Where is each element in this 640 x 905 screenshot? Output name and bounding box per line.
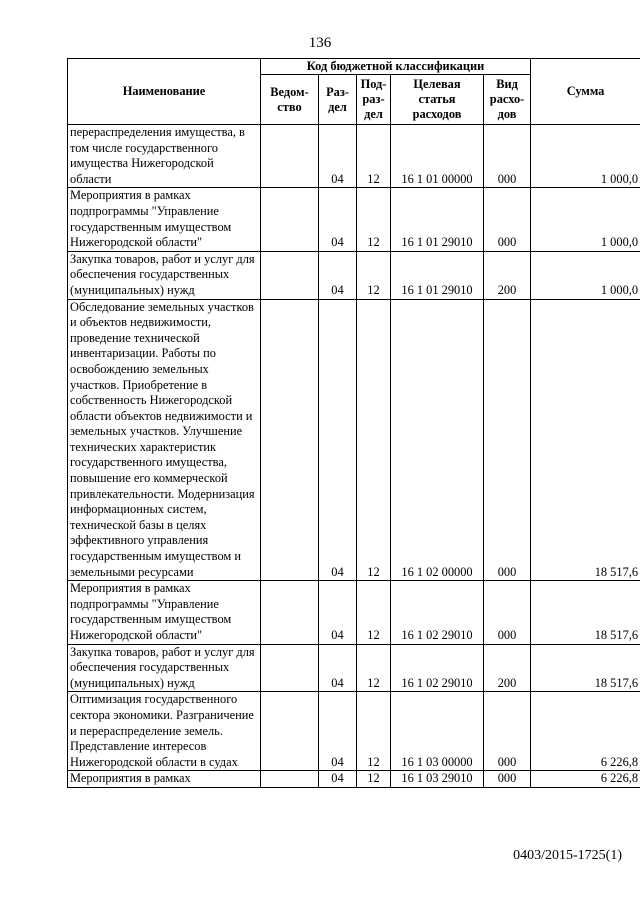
row-expense-type: 000 xyxy=(484,692,531,771)
header-sum: Сумма xyxy=(531,59,640,125)
row-expense-type: 200 xyxy=(484,644,531,692)
row-subsection: 12 xyxy=(357,251,391,299)
table-row xyxy=(68,692,640,771)
header-subsection: Под- раз- дел xyxy=(357,75,391,125)
row-target: 16 1 01 29010 xyxy=(391,251,484,299)
row-department xyxy=(261,299,319,581)
document-code: 0403/2015-1725(1) xyxy=(513,848,622,863)
row-target: 16 1 01 00000 xyxy=(391,125,484,188)
row-name: Обследование земельных участков и объектов недвижимости, проведение технической инвентаризации. Работы по освобождению земельных участков. Приобретение в собственность Нижегородской области объектов недвижимости и земельных участков. Улучшение технических характеристик государственного имущества, повышение его коммерческой привлекательности. Модернизация информационных систем, технической базы в целях эффективного управления государственным имуществом и земельными ресурсами xyxy=(68,299,261,581)
table-row xyxy=(68,251,640,299)
row-sum: 18 517,6 xyxy=(531,644,640,692)
row-sum: 18 517,6 xyxy=(531,299,640,581)
row-sum: 1 000,0 xyxy=(531,251,640,299)
header-target: Целевая статья расходов xyxy=(391,75,484,125)
table-row xyxy=(68,188,640,251)
table-row xyxy=(68,299,640,581)
table-row xyxy=(68,771,640,788)
row-department xyxy=(261,644,319,692)
row-sum: 6 226,8 xyxy=(531,771,640,788)
row-sum: 1 000,0 xyxy=(531,125,640,188)
row-target: 16 1 03 00000 xyxy=(391,692,484,771)
header-expense-type: Вид расхо- дов xyxy=(484,75,531,125)
row-name: Оптимизация государственного сектора экономики. Разграничение и перераспределение земель. Представление интересов Нижегородской области в судах xyxy=(68,692,261,771)
row-name: Мероприятия в рамках подпрограммы "Управление государственным имуществом Нижегородской области" xyxy=(68,188,261,251)
row-name: Закупка товаров, работ и услуг для обеспечения государственных (муниципальных) нужд xyxy=(68,644,261,692)
row-department xyxy=(261,692,319,771)
budget-table xyxy=(67,58,640,788)
table-body xyxy=(68,125,640,788)
row-subsection: 12 xyxy=(357,644,391,692)
row-target: 16 1 02 00000 xyxy=(391,299,484,581)
row-expense-type: 000 xyxy=(484,188,531,251)
row-section: 04 xyxy=(319,125,357,188)
row-name: Мероприятия в рамках подпрограммы "Управление государственным имуществом Нижегородской области" xyxy=(68,581,261,644)
row-expense-type: 000 xyxy=(484,299,531,581)
row-name: Закупка товаров, работ и услуг для обеспечения государственных (муниципальных) нужд xyxy=(68,251,261,299)
row-expense-type: 000 xyxy=(484,771,531,788)
row-target: 16 1 02 29010 xyxy=(391,644,484,692)
row-target: 16 1 02 29010 xyxy=(391,581,484,644)
row-section: 04 xyxy=(319,644,357,692)
header-name: Наименование xyxy=(68,59,261,125)
row-sum: 1 000,0 xyxy=(531,188,640,251)
row-department xyxy=(261,581,319,644)
row-subsection: 12 xyxy=(357,188,391,251)
header-section: Раз- дел xyxy=(319,75,357,125)
row-expense-type: 000 xyxy=(484,125,531,188)
row-sum: 6 226,8 xyxy=(531,692,640,771)
row-section: 04 xyxy=(319,188,357,251)
row-sum: 18 517,6 xyxy=(531,581,640,644)
header-department: Ведом- ство xyxy=(261,75,319,125)
row-section: 04 xyxy=(319,299,357,581)
page-number: 136 xyxy=(308,35,332,51)
row-department xyxy=(261,251,319,299)
row-subsection: 12 xyxy=(357,771,391,788)
row-subsection: 12 xyxy=(357,299,391,581)
row-department xyxy=(261,188,319,251)
row-section: 04 xyxy=(319,251,357,299)
row-target: 16 1 01 29010 xyxy=(391,188,484,251)
row-section: 04 xyxy=(319,771,357,788)
row-subsection: 12 xyxy=(357,125,391,188)
row-subsection: 12 xyxy=(357,581,391,644)
row-section: 04 xyxy=(319,692,357,771)
row-expense-type: 200 xyxy=(484,251,531,299)
row-name: перераспределения имущества, в том числе государственного имущества Нижегородской области xyxy=(68,125,261,188)
row-section: 04 xyxy=(319,581,357,644)
row-name: Мероприятия в рамках xyxy=(68,771,261,788)
table-row xyxy=(68,644,640,692)
row-subsection: 12 xyxy=(357,692,391,771)
row-expense-type: 000 xyxy=(484,581,531,644)
table-row xyxy=(68,581,640,644)
header-classification-group: Код бюджетной классификации xyxy=(261,59,531,75)
row-target: 16 1 03 29010 xyxy=(391,771,484,788)
table-row xyxy=(68,125,640,188)
row-department xyxy=(261,125,319,188)
row-department xyxy=(261,771,319,788)
